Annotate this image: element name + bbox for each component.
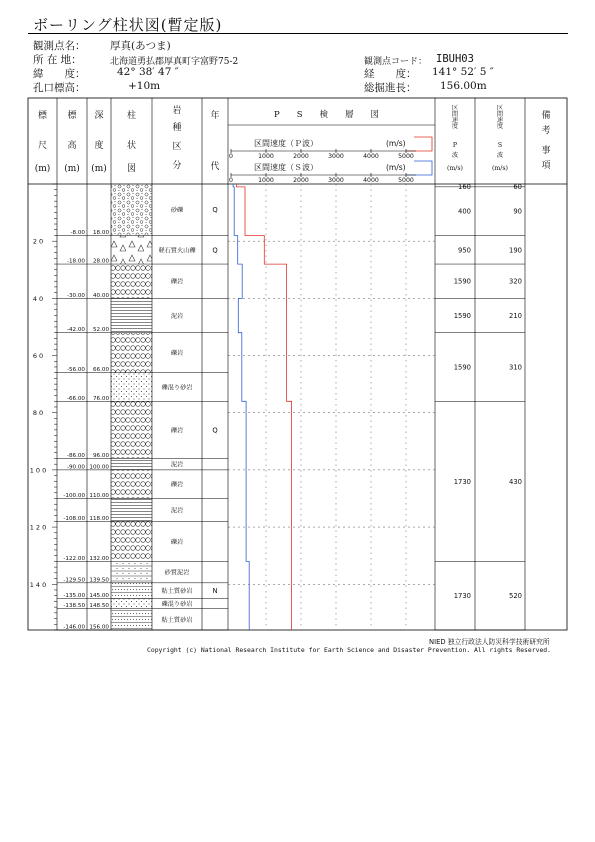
column-header-char: 標 [67,111,77,121]
column-header-char: 事 [541,146,551,156]
column-header-char: (m) [34,164,51,174]
column-header-char: (m) [91,164,107,174]
rock-name: 粘土質砂岩 [161,616,193,624]
p-wave-legend-line [406,137,432,151]
column-header-char: 標 [37,111,48,121]
elevation-value: -8.00 [70,229,85,236]
column-header-char: 備 [541,111,551,121]
lithology-pattern [111,583,152,599]
column-header-char: 代 [210,162,220,172]
elevation-value: -90.00 [66,464,85,471]
rock-name: 泥岩 [170,461,184,469]
vp-value: 1730 [453,592,471,601]
total-depth-label: 総掘進長： [364,82,417,94]
ps-axis-tick-label: 1000 [258,153,274,160]
age-label: Q [212,206,218,215]
vp-value: 1730 [453,477,471,486]
depth-value: 28.00 [92,258,109,265]
column-header-char: 柱 [126,111,137,121]
elevation-value: -42.00 [66,327,85,334]
lithology-pattern [111,561,152,582]
column-header-char: P [452,142,458,149]
depth-value: 145.00 [89,593,109,600]
lithology-pattern [111,184,152,235]
age-label: N [212,587,218,596]
depth-value: 52.00 [92,327,109,334]
column-header-char: 波 [496,152,504,159]
lithology-pattern [111,470,152,499]
lithology-pattern [111,298,152,332]
ps-axis-tick-label: 3000 [328,177,344,184]
vp-value: 950 [458,246,471,255]
column-header-char: 区 [496,105,504,112]
elevation-value: -100.00 [63,492,85,499]
column-header-char: 図 [126,164,137,174]
ps-s-unit: (m/s) [386,163,406,172]
depth-value: 110.00 [89,492,109,499]
station-code-value: IBUH03 [436,53,474,65]
vs-value: 210 [509,312,522,321]
rock-name: 粘土質砂岩 [161,588,193,596]
column-header-char: 岩 [172,106,182,116]
latitude-label: 緯 度： [33,68,86,80]
vp-value: 1590 [453,363,471,372]
elevation-value: -108.00 [63,515,85,522]
depth-value: 139.50 [89,577,109,584]
rock-name: 礫岩 [170,538,184,546]
vs-value: 520 [509,592,522,601]
ps-s-label: 区間速度（Ｓ波） [254,163,318,172]
ps-axis-tick-label: 2000 [293,153,309,160]
rock-name: 礫混り砂岩 [161,384,193,392]
column-header-char: 区 [172,142,182,152]
elevation-label: 孔口標高： [33,82,86,94]
vs-value: 190 [509,246,522,255]
depth-value: 96.00 [92,452,109,459]
scale-tick-label: 6 0 [32,352,44,361]
column-header-char: 考 [541,126,551,136]
column-header-char: 度 [496,123,504,130]
vs-value: 430 [509,477,522,486]
column-header-char: 区 [451,105,459,112]
rock-name: 礫岩 [170,278,184,286]
depth-value: 148.50 [89,603,109,610]
ps-p-unit: (m/s) [386,139,406,148]
rock-name: 泥岩 [170,313,184,321]
depth-value: 100.00 [89,464,109,471]
lithology-pattern [111,401,152,458]
scale-tick-label: 8 0 [32,409,44,418]
lithology-pattern [111,599,152,609]
column-header-char: 深 [94,111,104,121]
lithology-pattern [111,498,152,521]
depth-value: 18.00 [92,229,109,236]
age-label: Q [212,246,218,255]
column-header-char: 分 [172,161,182,171]
latitude-value: 42° 38′ 47 ″ [117,66,179,78]
lithology-pattern [111,609,152,630]
column-header-char: 項 [541,161,551,171]
location-label: 所 在 地： [33,54,82,66]
lithology-pattern [111,521,152,561]
elevation-value: -86.00 [66,452,85,459]
column-header-char: 度 [94,141,104,151]
column-header-char: 種 [172,123,182,133]
column-header-char: 間 [496,111,504,118]
vs-value: 310 [509,363,522,372]
scale-tick-label: 1 4 0 [29,580,47,589]
column-header-char: (m/s) [447,165,463,172]
vp-value: 160 [458,183,471,191]
vs-value: 60 [513,183,522,191]
depth-value: 132.00 [89,555,109,562]
scale-tick-label: 2 0 [32,237,44,246]
column-header-char: 高 [67,141,77,151]
vs-value: 90 [513,207,522,216]
s-wave-profile [233,184,249,630]
rock-name: 礫混り砂岩 [161,601,193,609]
elevation-value: +10m [128,80,161,92]
depth-value: 118.00 [89,515,109,522]
scale-tick-label: 4 0 [32,294,44,303]
elevation-value: -129.50 [63,577,85,584]
depth-value: 76.00 [92,395,109,402]
elevation-value: -30.00 [66,292,85,299]
lithology-pattern [111,264,152,298]
rock-name: 泥岩 [170,507,184,515]
lithology-pattern [111,373,152,402]
total-depth-value: 156.00m [440,80,487,92]
location-value: 北海道勇払郡厚真町字富野75-2 [110,57,239,67]
longitude-value: 141° 52′ 5 ″ [432,66,494,78]
rock-name: 砂礫 [170,207,184,215]
ps-p-label: 区間速度（Ｐ波） [254,139,318,148]
s-wave-legend-line [406,161,432,175]
lithology-pattern [111,235,152,264]
ps-axis-tick-label: 4000 [363,153,379,160]
rock-name: 砂質泥岩 [164,569,190,577]
depth-value: 66.00 [92,367,109,374]
column-header-char: 年 [210,111,220,121]
vp-value: 1590 [453,312,471,321]
column-header-char: (m) [64,164,80,174]
column-header-char: 間 [451,111,459,118]
rock-name: 礫岩 [170,350,184,358]
ps-title: P S 検 層 図 [273,110,380,120]
elevation-value: -146.00 [63,624,85,631]
column-header-char: 速 [496,117,504,124]
ps-axis-tick-label: 3000 [328,153,344,160]
site-name-value: 厚真(あつま) [110,40,171,52]
column-header-char: 尺 [37,141,48,151]
longitude-label: 経 度： [364,68,417,80]
elevation-value: -138.50 [63,603,85,610]
elevation-value: -66.00 [66,395,85,402]
footer-org: NIED 独立行政法人防災科学技術研究所 [429,638,550,646]
elevation-value: -122.00 [63,555,85,562]
ps-axis-tick-label: 2000 [293,177,309,184]
ps-axis-tick-label: 0 [229,177,233,184]
column-header-char: 状 [126,141,137,151]
page-title: ボーリング柱状図(暫定版) [33,16,223,34]
column-header-char: S [497,142,503,149]
ps-axis-tick-label: 0 [229,153,233,160]
ps-axis-tick-label: 5000 [398,177,414,184]
depth-value: 156.00 [89,624,109,631]
elevation-value: -135.00 [63,593,85,600]
p-wave-profile [237,184,292,630]
column-header-char: 速 [451,117,459,124]
vs-value: 320 [509,277,522,286]
ps-axis-tick-label: 5000 [398,153,414,160]
column-header-char: 度 [451,123,459,130]
vp-value: 1590 [453,277,471,286]
rock-name: 礫岩 [170,427,184,435]
rock-name: 礫岩 [170,481,184,489]
elevation-value: -56.00 [66,367,85,374]
elevation-value: -18.00 [66,258,85,265]
rock-name: 軽石質火山礫 [158,247,196,255]
lithology-pattern [111,333,152,373]
age-label: Q [212,426,218,435]
scale-tick-label: 1 2 0 [29,523,47,532]
lithology-pattern [111,458,152,469]
ps-axis-tick-label: 1000 [258,177,274,184]
footer-copyright: Copyright (c) National Research Institute for Earth Science and Disaster Prevention. All rights Reserved. [147,646,551,654]
ps-axis-tick-label: 4000 [363,177,379,184]
scale-tick-label: 1 0 0 [29,466,47,475]
station-code-label: 観測点コード： [364,57,428,67]
column-header-char: 波 [451,152,459,159]
depth-value: 40.00 [92,292,109,299]
vp-value: 400 [458,207,471,216]
site-name-label: 観測点名： [33,40,86,52]
column-header-char: (m/s) [492,165,508,172]
